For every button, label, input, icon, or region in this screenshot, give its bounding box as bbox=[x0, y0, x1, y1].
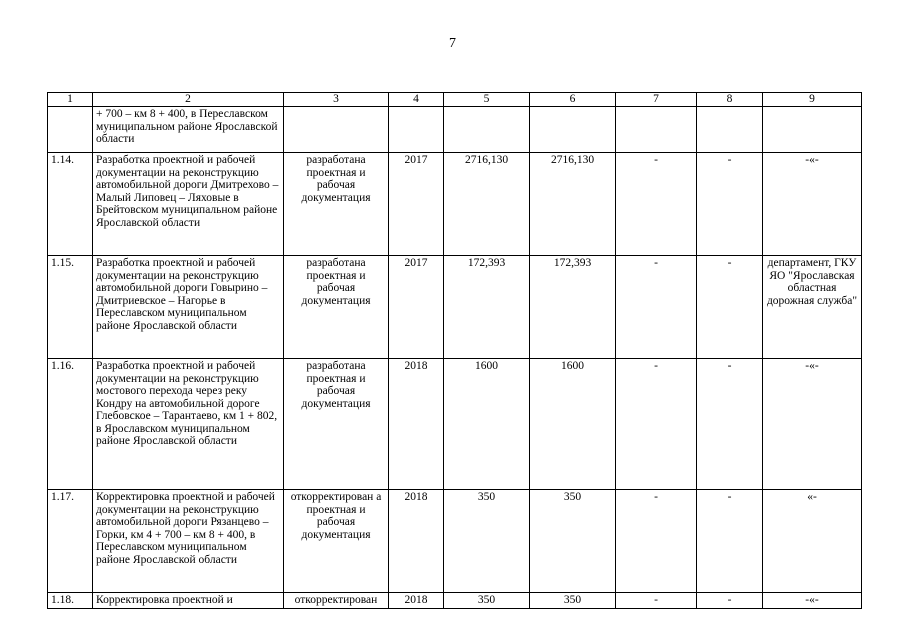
row-number bbox=[48, 107, 93, 153]
value-col5: 2716,130 bbox=[444, 153, 530, 256]
activity-name: Разработка проектной и рабочей документации на реконструкцию мостового перехода через реку Кондру на автомобильной дороге Глебовское – Тарантаево, км 1 + 802, в Ярославском муниципальном районе Ярославской области bbox=[93, 359, 284, 490]
row-number: 1.16. bbox=[48, 359, 93, 490]
value-col7: - bbox=[616, 153, 697, 256]
value-col7 bbox=[616, 107, 697, 153]
year-cell: 2018 bbox=[389, 490, 444, 593]
value-col7: - bbox=[616, 256, 697, 359]
expected-result: разработана проектная и рабочая документация bbox=[284, 359, 389, 490]
expected-result: откорректирован а проектная и рабочая документация bbox=[284, 490, 389, 593]
value-col7: - bbox=[616, 490, 697, 593]
value-col8: - bbox=[697, 490, 763, 593]
executor-cell: -«- bbox=[763, 593, 862, 609]
row-number: 1.18. bbox=[48, 593, 93, 609]
header-cell: 1 bbox=[48, 93, 93, 107]
expected-result: откорректирован bbox=[284, 593, 389, 609]
year-cell: 2017 bbox=[389, 256, 444, 359]
row-number: 1.15. bbox=[48, 256, 93, 359]
year-cell bbox=[389, 107, 444, 153]
value-col6: 172,393 bbox=[530, 256, 616, 359]
value-col5: 1600 bbox=[444, 359, 530, 490]
header-cell: 2 bbox=[93, 93, 284, 107]
value-col6: 350 bbox=[530, 490, 616, 593]
executor-cell: -«- bbox=[763, 359, 862, 490]
row-number: 1.17. bbox=[48, 490, 93, 593]
expected-result: разработана проектная и рабочая документация bbox=[284, 256, 389, 359]
header-cell: 4 bbox=[389, 93, 444, 107]
activity-name: Разработка проектной и рабочей документации на реконструкцию автомобильной дороги Говырино – Дмитриевское – Нагорье в Переславском муниципальном районе Ярославской области bbox=[93, 256, 284, 359]
activity-name: Разработка проектной и рабочей документации на реконструкцию автомобильной дороги Дмитрехово – Малый Липовец – Ляховые в Брейтовском муниципальном районе Ярославской области bbox=[93, 153, 284, 256]
executor-cell: департамент, ГКУ ЯО "Ярославская областная дорожная служба" bbox=[763, 256, 862, 359]
table-row bbox=[48, 107, 862, 153]
header-cell: 6 bbox=[530, 93, 616, 107]
executor-cell bbox=[763, 107, 862, 153]
table-row bbox=[48, 593, 862, 609]
expected-result: разработана проектная и рабочая документация bbox=[284, 153, 389, 256]
activity-name: Корректировка проектной и рабочей документации на реконструкцию автомобильной дороги Рязанцево – Горки, км 4 + 700 – км 8 + 400, в Переславском муниципальном районе Ярославской области bbox=[93, 490, 284, 593]
value-col8 bbox=[697, 107, 763, 153]
activity-name: Корректировка проектной и bbox=[93, 593, 284, 609]
value-col7: - bbox=[616, 359, 697, 490]
value-col8: - bbox=[697, 359, 763, 490]
value-col5: 350 bbox=[444, 593, 530, 609]
value-col7: - bbox=[616, 593, 697, 609]
page-number: 7 bbox=[449, 36, 456, 51]
value-col8: - bbox=[697, 256, 763, 359]
year-cell: 2017 bbox=[389, 153, 444, 256]
table-row bbox=[48, 490, 862, 593]
value-col5: 172,393 bbox=[444, 256, 530, 359]
value-col8: - bbox=[697, 593, 763, 609]
value-col6: 1600 bbox=[530, 359, 616, 490]
value-col5: 350 bbox=[444, 490, 530, 593]
header-cell: 3 bbox=[284, 93, 389, 107]
value-col6 bbox=[530, 107, 616, 153]
expected-result bbox=[284, 107, 389, 153]
table-header-row bbox=[48, 93, 862, 107]
value-col6: 350 bbox=[530, 593, 616, 609]
year-cell: 2018 bbox=[389, 593, 444, 609]
table-row bbox=[48, 359, 862, 490]
value-col8: - bbox=[697, 153, 763, 256]
header-cell: 9 bbox=[763, 93, 862, 107]
table-row bbox=[48, 153, 862, 256]
header-cell: 8 bbox=[697, 93, 763, 107]
header-cell: 7 bbox=[616, 93, 697, 107]
value-col5 bbox=[444, 107, 530, 153]
value-col6: 2716,130 bbox=[530, 153, 616, 256]
activity-name: + 700 – км 8 + 400, в Переславском муниципальном районе Ярославской области bbox=[93, 107, 284, 153]
table-row bbox=[48, 256, 862, 359]
row-number: 1.14. bbox=[48, 153, 93, 256]
executor-cell: «- bbox=[763, 490, 862, 593]
executor-cell: -«- bbox=[763, 153, 862, 256]
year-cell: 2018 bbox=[389, 359, 444, 490]
program-table bbox=[47, 92, 862, 609]
header-cell: 5 bbox=[444, 93, 530, 107]
